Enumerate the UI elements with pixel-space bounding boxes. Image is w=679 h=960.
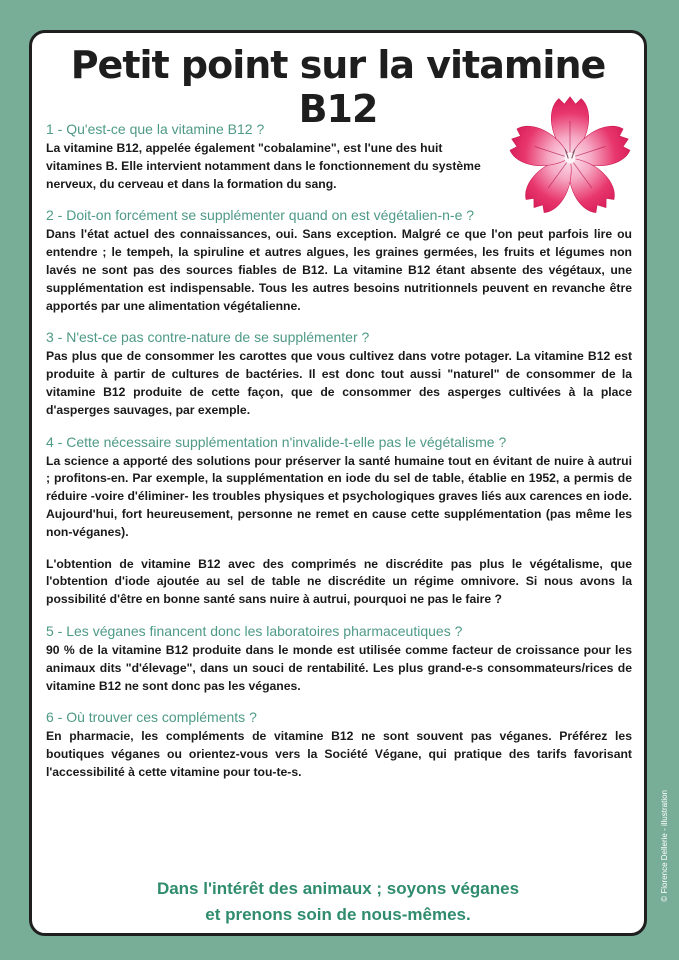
faq-answer: 90 % de la vitamine B12 produite dans le monde est utilisée comme facteur de croissance pour les animaux dits "d'élevage", dans un souci de rentabilité. Les plus grand-e-s consommateurs/rices de vitamine B12 ne sont donc pas les véganes. — [46, 642, 632, 693]
faq-section — [46, 121, 632, 193]
faq-answer: L'obtention de vitamine B12 avec des comprimés ne discrédite pas plus le végétalisme, que l'obtention d'iode ajoutée au sel de table ne discrédite un régime omnivore. Si nous avons la possibilité d'être en bonne santé sans nuire à autrui, pourquoi ne pas le faire ? — [46, 556, 632, 607]
faq-section — [46, 207, 632, 315]
faq-question: 3 - N'est-ce pas contre-nature de se supplémenter ? — [46, 329, 370, 346]
faq-answer: Dans l'état actuel des connaissances, oui. Sans exception. Malgré ce que l'on peut parfois lire ou entendre ; le tempeh, la spiruline et autres algues, les graines germées, les fruits et légumes non lavés ne sont pas des sources fiables de B12. La vitamine B12 étant absente des végétaux, une supplémentation est indispensable. Tous les autres besoins nutritionnels peuvent en revanche être apportés par une alimentation végétalienne. — [46, 227, 632, 313]
closing-line-2: et prenons soin de nous-mêmes. — [205, 905, 471, 924]
faq-question: 6 - Où trouver ces compléments ? — [46, 709, 257, 726]
faq-answer: La vitamine B12, appelée également "cobalamine", est l'une des huit vitamines B. Elle intervient notamment dans le fonctionnement du système nerveux, du cerveau et dans la formation du sang. — [46, 141, 481, 191]
illustration-credit: © Florence Dellerie - illustration — [660, 790, 669, 902]
page-title: Petit point sur la vitamine B12 — [70, 43, 606, 131]
faq-question: 4 - Cette nécessaire supplémentation n'invalide-t-elle pas le végétalisme ? — [46, 433, 507, 450]
faq-section — [46, 623, 632, 695]
closing-message — [32, 876, 644, 928]
closing-line-1: Dans l'intérêt des animaux ; soyons véganes — [156, 879, 520, 898]
faq-section — [46, 709, 632, 781]
faq-section — [46, 329, 632, 419]
faq-answer: La science a apporté des solutions pour préserver la santé humaine tout en évitant de nuire à autrui ; profitons-en. Par exemple, la supplémentation en iode du sel de table, établie en 1952, a permis de réduire -voire d'éliminer- les troubles physiques et psychologiques graves liés aux carences en iode. Aujourd'hui, fort heureusement, personne ne remet en cause cette supplémentation (pas même les non-véganes). — [46, 453, 632, 539]
faq-answer: Pas plus que de consommer les carottes que vous cultivez dans votre potager. La vitamine B12 est produite à partir de cultures de bactéries. Il est donc tout aussi "naturel" de consommer de la vitamine B12 produite de cette façon, que de consommer des asperges cultivées à la place d'asperges sauvages, par exemple. — [46, 349, 632, 417]
faq-content — [46, 121, 632, 796]
faq-question: 2 - Doit-on forcément se supplémenter quand on est végétalien-n-e ? — [46, 207, 475, 224]
faq-question: 1 - Qu'est-ce que la vitamine B12 ? — [46, 121, 265, 137]
poster-card — [29, 30, 647, 936]
faq-section — [46, 434, 632, 609]
faq-answer: En pharmacie, les compléments de vitamine B12 ne sont souvent pas véganes. Préférez les boutiques véganes ou orientez-vous vers la Société Végane, qui pratique des tarifs favorisant l'accessibilité à cette vitamine pour tou-te-s. — [46, 729, 632, 779]
faq-question: 5 - Les véganes financent donc les laboratoires pharmaceutiques ? — [46, 622, 463, 639]
